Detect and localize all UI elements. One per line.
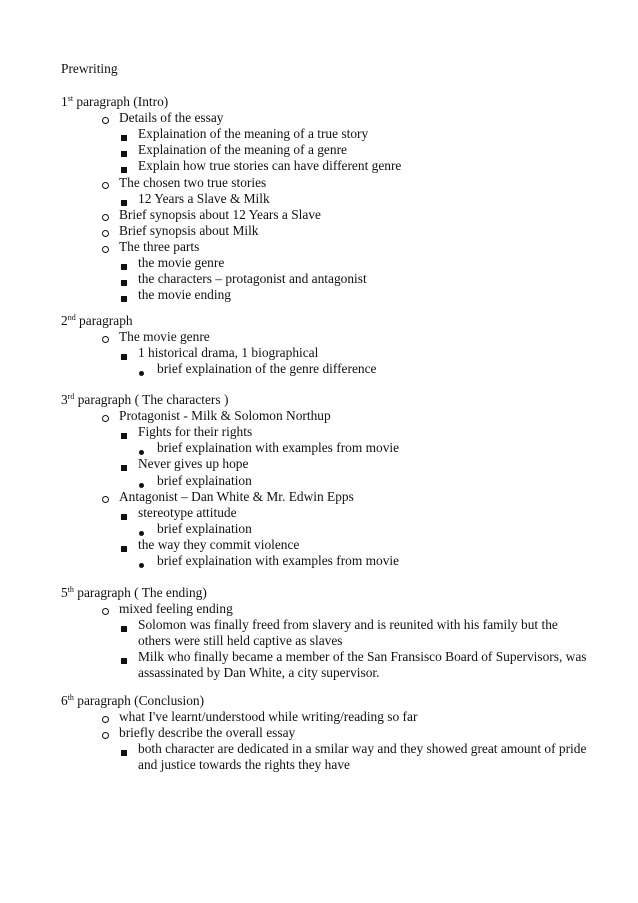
hollow-circle-bullet-icon [102, 492, 109, 508]
outline-item-level-1: Brief synopsis about 12 Years a Slave [119, 206, 321, 222]
section-heading-text: paragraph ( The characters ) [74, 392, 229, 407]
section-heading-text: paragraph ( The ending) [73, 585, 207, 600]
square-bullet-icon [121, 745, 127, 761]
section-number: 2 [61, 313, 68, 328]
square-bullet-icon [121, 541, 127, 557]
section-number: 6 [61, 693, 68, 708]
outline-item-level-2: Solomon was finally freed from slavery and is reunited with his family but the others were still held captive as slaves [138, 617, 558, 649]
square-bullet-icon [121, 428, 127, 444]
hollow-circle-bullet-icon [102, 604, 109, 620]
section-heading [61, 585, 207, 601]
section-heading-text: paragraph (Conclusion) [73, 693, 205, 708]
outline-item-level-1: Brief synopsis about Milk [119, 222, 259, 238]
ordinal-suffix: th [67, 585, 74, 594]
hollow-circle-bullet-icon [102, 411, 109, 427]
square-bullet-icon [121, 349, 127, 365]
hollow-circle-bullet-icon [102, 728, 109, 744]
hollow-circle-bullet-icon [102, 210, 109, 226]
square-bullet-icon [121, 621, 127, 637]
outline-item-level-2: stereotype attitude [138, 504, 237, 520]
outline-item-level-1: briefly describe the overall essay [119, 725, 296, 741]
outline-item-level-2: Never gives up hope [138, 456, 249, 472]
section-heading [61, 392, 228, 408]
square-bullet-icon [121, 509, 127, 525]
outline-item-level-1: mixed feeling ending [119, 601, 233, 617]
outline-item-level-3: brief explaination [157, 472, 252, 488]
document-title: Prewriting [61, 61, 118, 76]
square-bullet-icon [121, 259, 127, 275]
ordinal-suffix: rd [67, 392, 75, 401]
hollow-circle-bullet-icon [102, 226, 109, 242]
outline-item-level-2: the characters – protagonist and antagonist [138, 271, 367, 287]
outline-item-level-1: Protagonist - Milk & Solomon Northup [119, 408, 331, 424]
section-heading [61, 313, 133, 329]
outline-item-level-1: The movie genre [119, 329, 210, 345]
square-bullet-icon [121, 291, 127, 307]
outline-item-level-3: brief explaination with examples from movie [157, 440, 400, 456]
section-heading-text: paragraph (Intro) [73, 94, 169, 109]
outline-item-level-3: brief explaination of the genre difference [157, 361, 377, 377]
outline-item-level-2: the movie ending [138, 287, 231, 303]
outline-item-level-2: both character are dedicated in a smilar way and they showed great amount of pride and justice towards the rights they have [138, 741, 587, 773]
hollow-circle-bullet-icon [102, 332, 109, 348]
square-bullet-icon [121, 275, 127, 291]
outline-item-level-2: the movie genre [138, 255, 225, 270]
outline-item-level-1: The chosen two true stories [119, 174, 267, 190]
outline-item-level-1: Antagonist – Dan White & Mr. Edwin Epps [119, 488, 354, 504]
outline-item-level-2: Explaination of the meaning of a true story [138, 126, 369, 142]
square-bullet-icon [121, 146, 127, 162]
section-heading [61, 693, 204, 709]
section-number: 3 [61, 392, 68, 407]
ordinal-suffix: st [67, 94, 74, 103]
outline-item-level-1: The three parts [119, 238, 200, 254]
section-number: 5 [61, 585, 68, 600]
square-bullet-icon [121, 130, 127, 146]
outline-item-level-2: the way they commit violence [138, 536, 300, 552]
outline-item-level-1: what I've learnt/understood while writing/reading so far [119, 709, 418, 725]
round-bullet-icon [139, 557, 144, 573]
section-heading [61, 94, 168, 110]
section-heading-text: paragraph [75, 313, 133, 328]
hollow-circle-bullet-icon [102, 178, 109, 194]
square-bullet-icon [121, 653, 127, 669]
ordinal-suffix: nd [67, 313, 76, 322]
outline-item-level-2: Explaination of the meaning of a genre [138, 142, 347, 158]
outline-item-level-2: Milk who finally became a member of the San Fransisco Board of Supervisors, was assassinated by Dan White, a city supervisor. [138, 649, 587, 681]
hollow-circle-bullet-icon [102, 242, 109, 258]
hollow-circle-bullet-icon [102, 113, 109, 129]
outline-item-level-3: brief explaination with examples from movie [157, 553, 400, 568]
outline-item-level-2: Explain how true stories can have different genre [138, 158, 402, 174]
square-bullet-icon [121, 460, 127, 476]
outline-item-level-3: brief explaination [157, 520, 252, 536]
outline-item-level-2: 1 historical drama, 1 biographical [138, 345, 319, 361]
ordinal-suffix: th [67, 693, 74, 702]
outline-item-level-2: 12 Years a Slave & Milk [138, 190, 270, 206]
outline-item-level-2: Fights for their rights [138, 424, 253, 440]
round-bullet-icon [139, 365, 144, 381]
section-number: 1 [61, 94, 68, 109]
outline-item-level-1: Details of the essay [119, 110, 224, 126]
hollow-circle-bullet-icon [102, 712, 109, 728]
